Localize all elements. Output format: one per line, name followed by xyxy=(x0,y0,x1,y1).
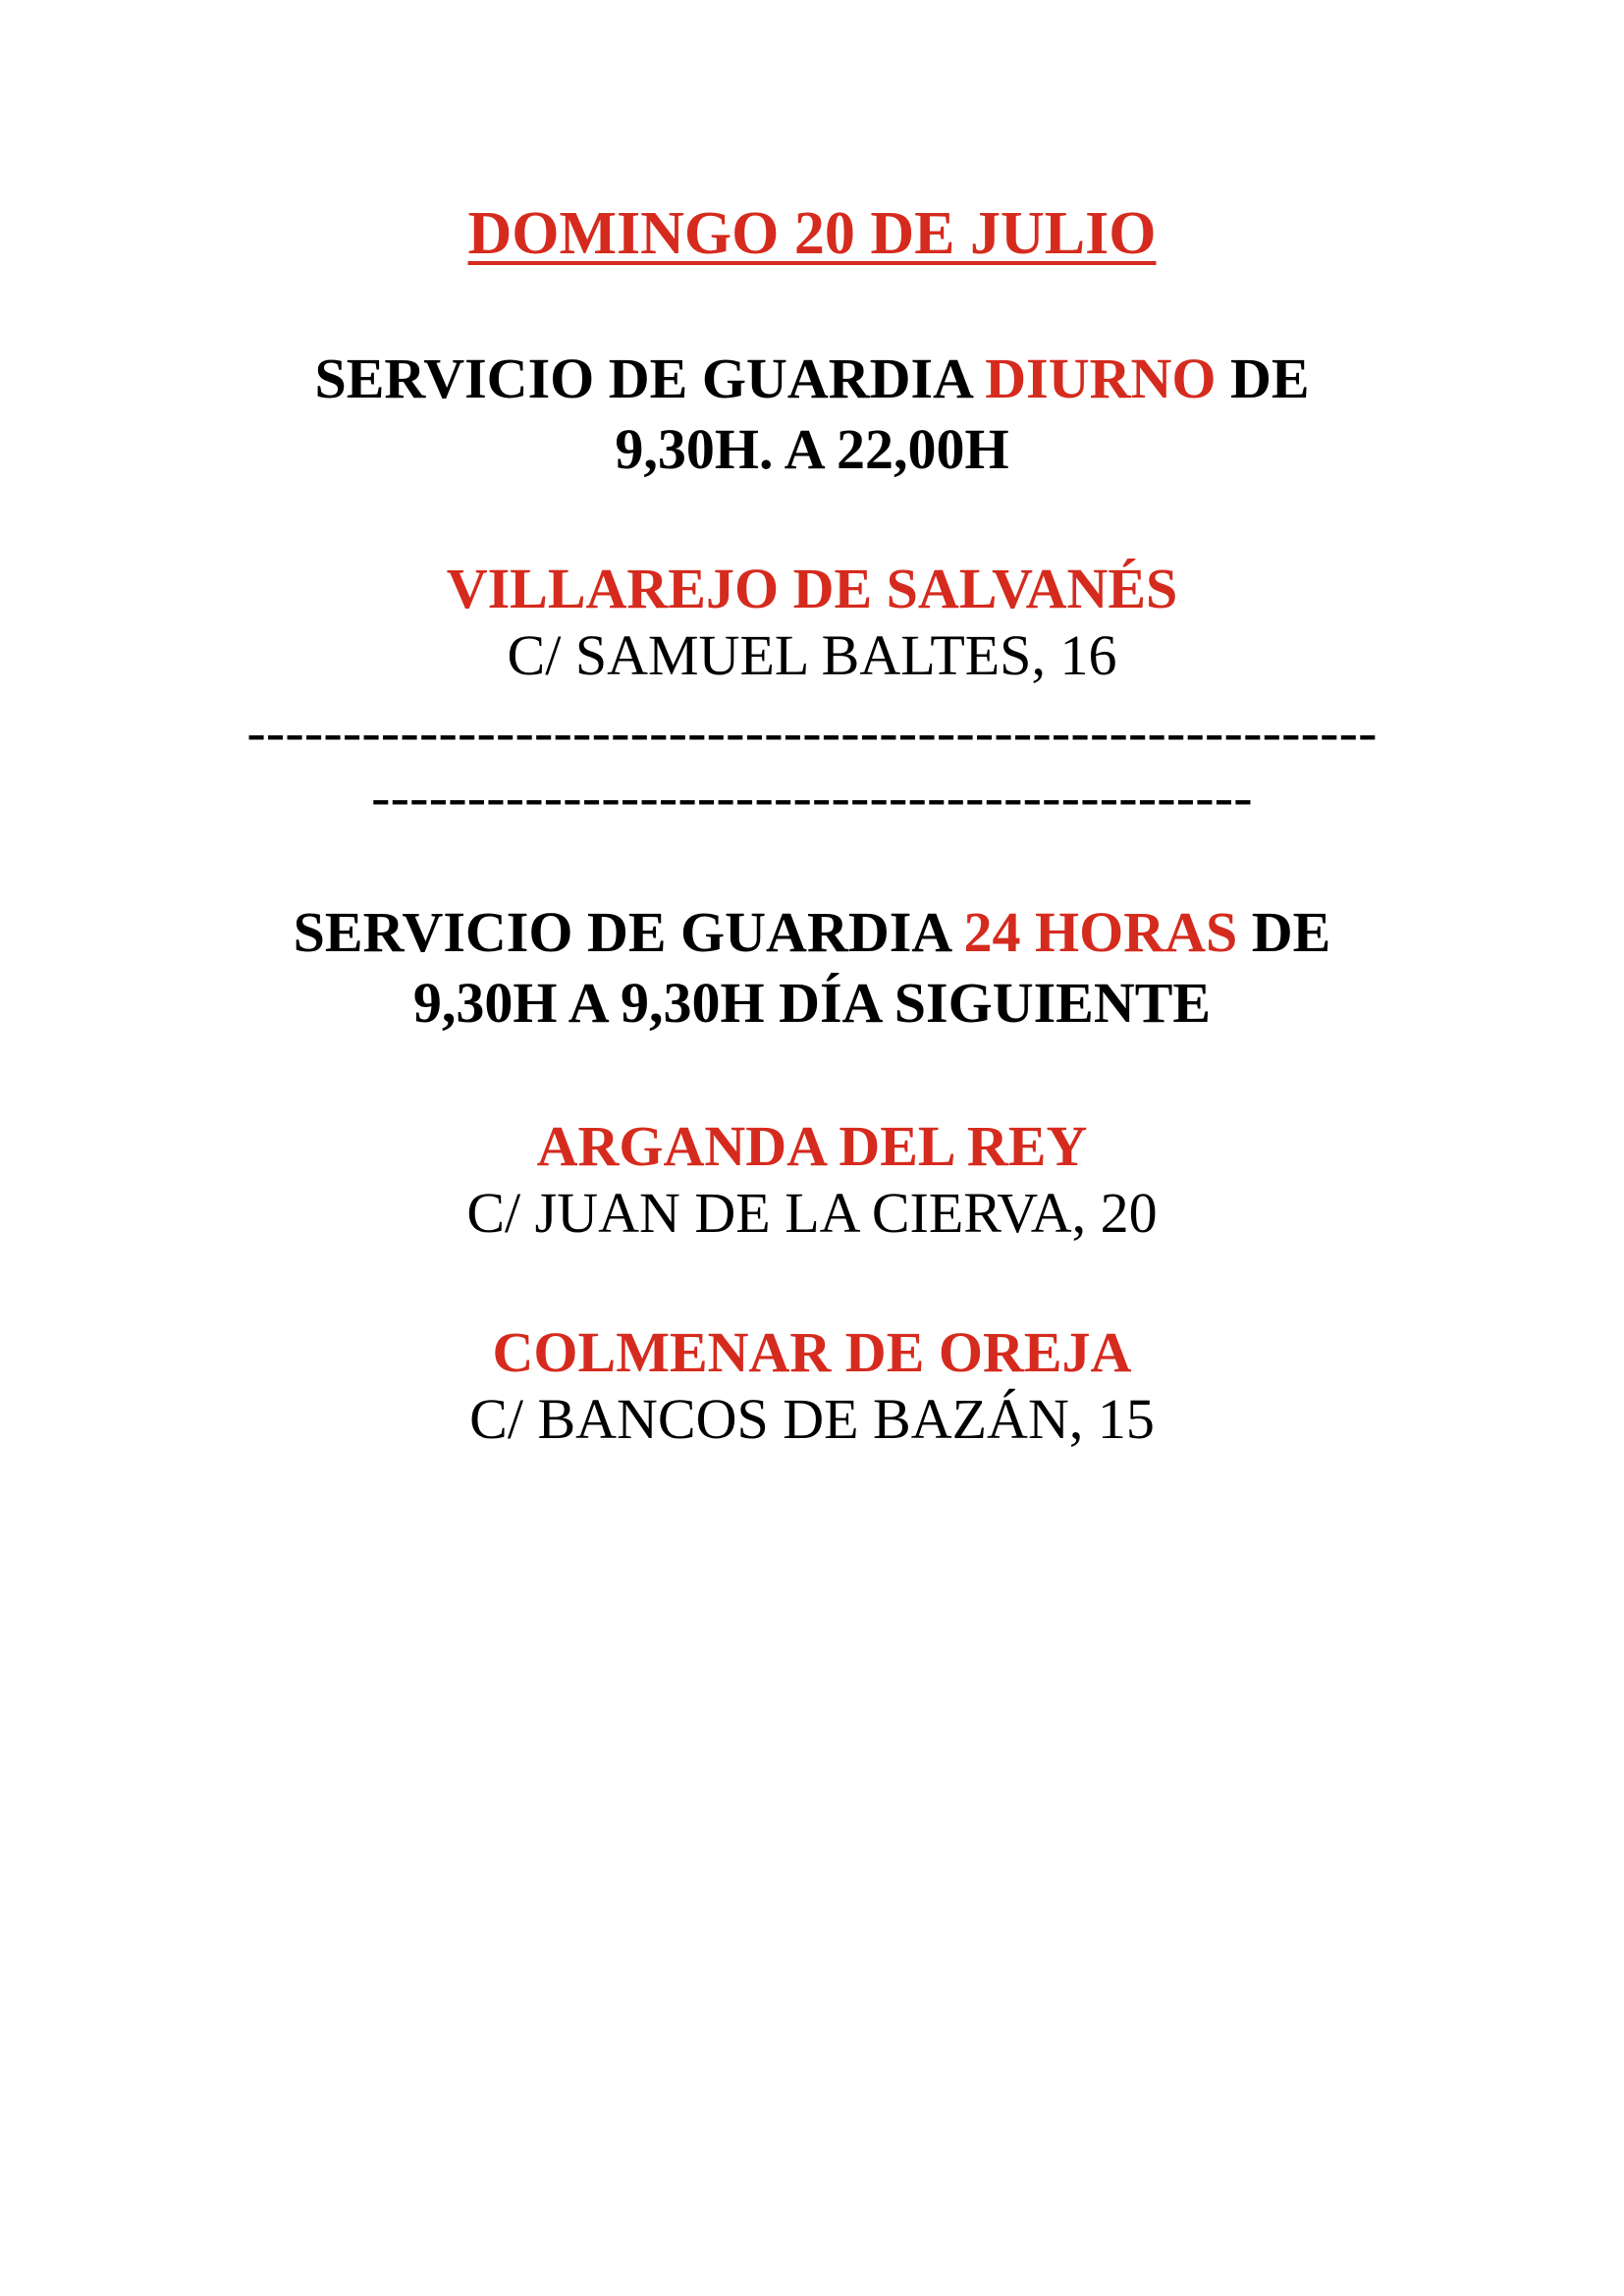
day-service-heading-highlight: DIURNO xyxy=(985,347,1217,410)
pharmacy-town: ARGANDA DEL REY xyxy=(536,1114,1088,1178)
separator-line-2: ---------------------------------------------- xyxy=(371,765,1253,828)
day-service-heading-prefix: SERVICIO DE GUARDIA xyxy=(314,347,971,410)
full-service-heading-suffix: DE xyxy=(1251,900,1331,964)
day-service-hours: 9,30H. A 22,00H xyxy=(615,417,1009,481)
day-service-heading-suffix: DE xyxy=(1229,347,1310,410)
pharmacy-town: COLMENAR DE OREJA xyxy=(492,1320,1132,1384)
full-service-hours: 9,30H A 9,30H DÍA SIGUIENTE xyxy=(412,971,1212,1035)
pharmacy-address: C/ SAMUEL BALTES, 16 xyxy=(507,623,1117,687)
page-title: DOMINGO 20 DE JULIO xyxy=(467,200,1157,267)
full-service-heading xyxy=(0,895,1624,970)
full-service-heading-prefix: SERVICIO DE GUARDIA xyxy=(293,900,949,964)
pharmacy-address: C/ BANCOS DE BAZÁN, 15 xyxy=(469,1387,1155,1451)
pharmacy-address: C/ JUAN DE LA CIERVA, 20 xyxy=(466,1181,1158,1245)
full-service-heading-highlight: 24 HORAS xyxy=(963,900,1238,964)
day-service-heading xyxy=(0,342,1624,416)
pharmacy-town: VILLAREJO DE SALVANÉS xyxy=(446,557,1178,620)
separator-line-1: ----------------------------------------------------------- xyxy=(246,700,1378,764)
